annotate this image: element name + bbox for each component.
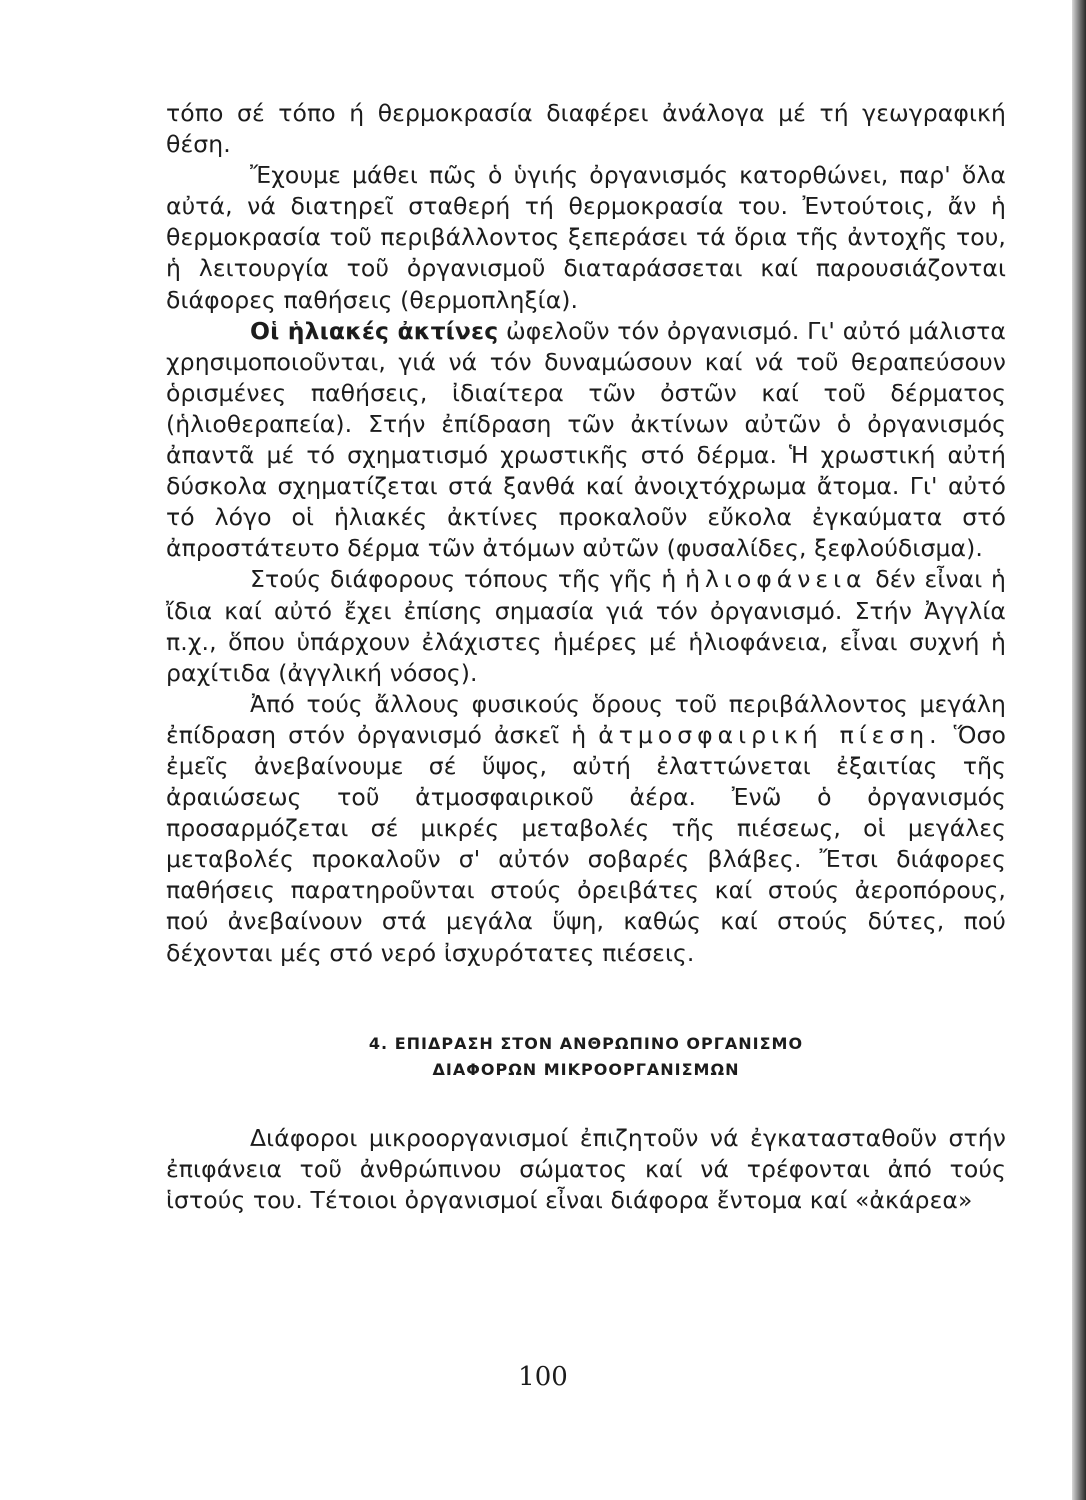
solar-rays-term: Οἱ ἡλιακές ἀκτίνες [250, 316, 499, 345]
paragraph-body-temperature: Ἔχουμε μάθει πῶς ὁ ὑγιής ὀργανισμός κατορθώνει, παρ' ὅλα αὐτά, νά διατηρεῖ σταθερή τή θερμοκρασία του. Ἐντούτοις, ἄν ἡ θερμοκρασία τοῦ περιβάλλοντος ξεπεράσει τά ὅρια τῆς ἀντοχῆς του, ἡ λειτουργία τοῦ ὀργανισμοῦ διαταράσσεται καί παρουσιάζονται διάφορες παθήσεις (θερμοπληξία). [166, 161, 1006, 314]
section-heading [166, 1031, 1006, 1083]
paragraph-atmospheric-pressure [166, 689, 1006, 969]
sunshine-text-rest: δέν εἶναι ἡ ἴδια καί αὐτό ἔχει ἐπίσης σημασία γιά τόν ὀργανισμό. Στήν Ἀγγλία π.χ., ὅπου ὑπάρχουν ἐλάχιστες ἡμέρες μέ ἡλιοφάνεια, εἶναι συχνή ἡ ραχίτιδα (ἀγγλική νόσος). [166, 565, 1006, 687]
pressure-text-start: Ἀπό τούς ἄλλους φυσικούς ὅρους τοῦ περιβάλλοντος μεγάλη ἐπίδραση στόν ὀργανισμό ἀσκεῖ ἡ [166, 689, 1006, 749]
paragraph-temperature-location: τόπο σέ τόπο ή θερμοκρασία διαφέρει ἀνάλογα μέ τή γεωγραφική θέση. [166, 99, 1006, 159]
section-heading-line-1: 4. ΕΠΙΔΡΑΣΗ ΣΤΟΝ ΑΝΘΡΩΠΙΝΟ ΟΡΓΑΝΙΣΜΟ [368, 1033, 804, 1053]
paragraph-microorganisms: Διάφοροι μικροοργανισμοί ἐπιζητοῦν νά ἐγκατασταθοῦν στήν ἐπιφάνεια τοῦ ἀνθρώπινου σώματος καί νά τρέφονται ἀπό τούς ἱστούς του. Τέτοιοι ὀργανισμοί εἶναι διάφορα ἔντομα καί «ἀκάρεα» [166, 1123, 1006, 1214]
pressure-term: ἀτμοσφαιρική πίεση. [598, 720, 942, 749]
paragraph-solar-rays [166, 316, 1006, 565]
page-body [166, 98, 1006, 1216]
sunshine-text-start: Στούς διάφορους τόπους τῆς γῆς ἡ [250, 565, 686, 594]
page-number: 100 [518, 1362, 568, 1392]
pressure-text-rest: Ὅσο ἐμεῖς ἀνεβαίνουμε σέ ὕψος, αὐτή ἐλαττώνεται ἐξαιτίας τῆς ἀραιώσεως τοῦ ἀτμοσφαιρικοῦ ἀέρα. Ἐνῶ ὁ ὀργανισμός προσαρμόζεται σέ μικρές μεταβολές τῆς πιέσεως, οἱ μεγάλες μεταβολές προκαλοῦν σ' αὐτόν σοβαρές βλάβες. Ἔτσι διάφορες παθήσεις παρατηροῦνται στούς ὀρειβάτες καί στούς ἀεροπόρους, πού ἀνεβαίνουν στά μεγάλα ὕψη, καθώς καί στούς δύτες, πού δέχονται μές στό νερό ἰσχυρότατες πιέσεις. [166, 720, 1006, 967]
page-edge-shadow [1072, 0, 1086, 1500]
solar-rays-text: ὠφελοῦν τόν ὀργανισμό. Γι' αὐτό μάλιστα χρησιμοποιοῦνται, γιά νά τόν δυναμώσουν καί νά τοῦ θεραπεύσουν ὁρισμένες παθήσεις, ἰδιαίτερα τῶν ὀστῶν καί τοῦ δέρματος (ἡλιοθεραπεία). Στήν ἐπίδραση τῶν ἀκτίνων αὐτῶν ὁ ὀργανισμός ἀπαντᾶ μέ τό σχηματισμό χρωστικῆς στό δέρμα. Ἡ χρωστική αὐτή δύσκολα σχηματίζεται στά ξανθά καί ἀνοιχτόχρωμα ἄτομα. Γι' αὐτό τό λόγο οἱ ἡλιακές ἀκτίνες προκαλοῦν εὔκολα ἐγκαύματα στό ἀπροστάτευτο δέρμα τῶν ἀτόμων αὐτῶν (φυσαλίδες, ξεφλούδισμα). [166, 316, 1006, 563]
sunshine-term: ἡλιοφάνεια [685, 565, 867, 594]
paragraph-sunshine [166, 564, 1006, 688]
section-heading-line-2: ΔΙΑΦΟΡΩΝ ΜΙΚΡΟΟΡΓΑΝΙΣΜΩΝ [432, 1059, 740, 1079]
